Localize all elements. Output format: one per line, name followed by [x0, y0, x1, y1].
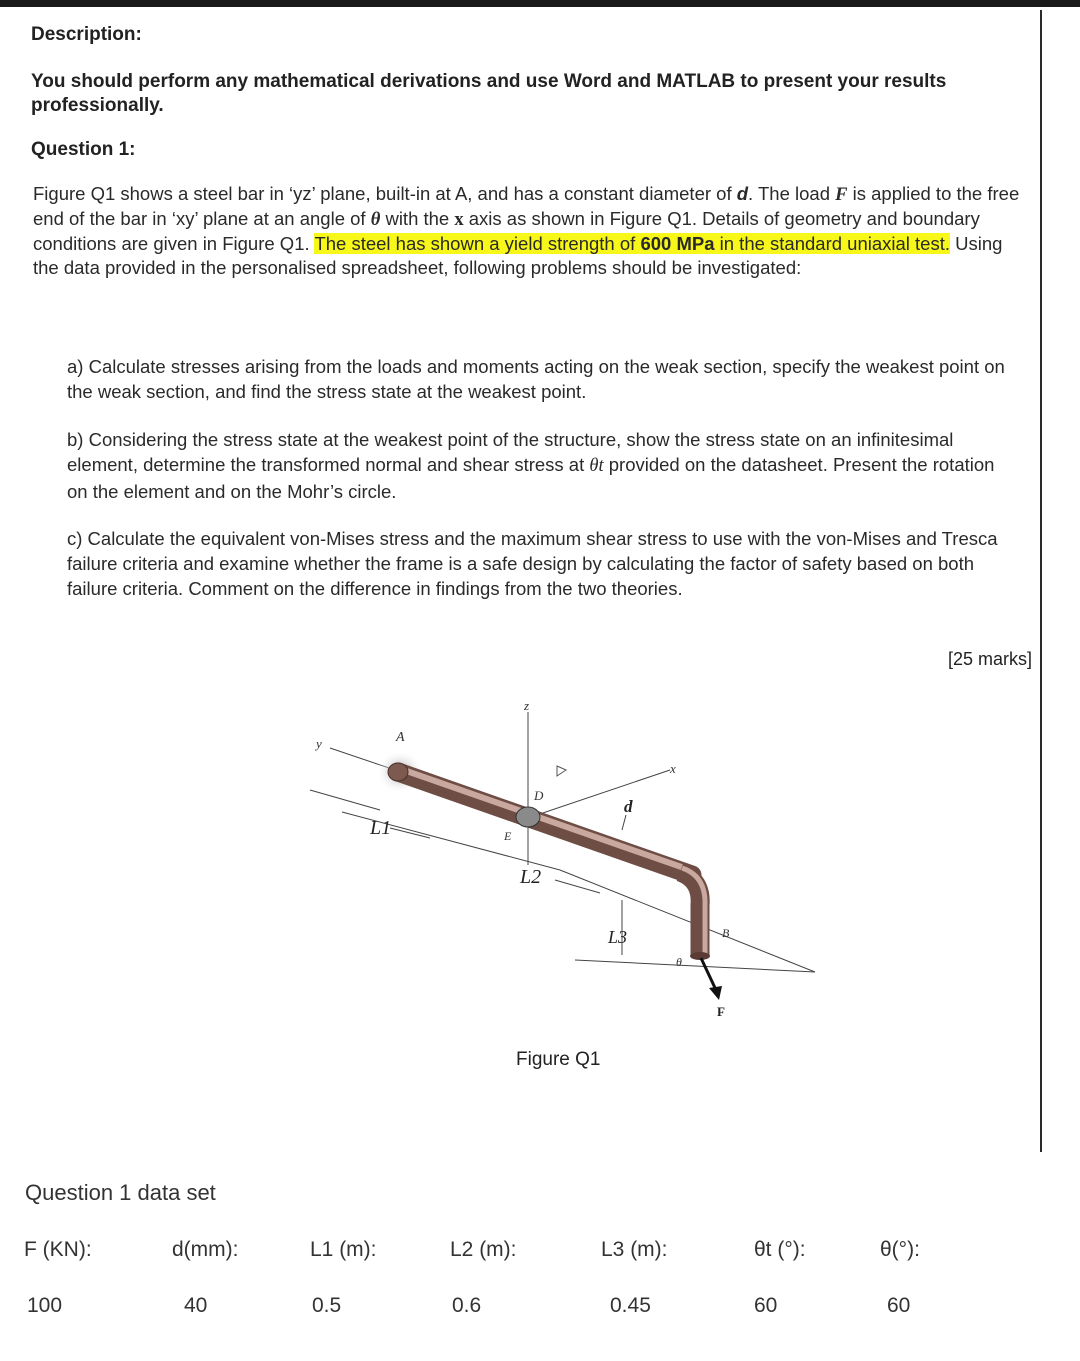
- header-theta: θ(°):: [880, 1238, 920, 1261]
- bar-highlight: [398, 768, 690, 870]
- value-d: 40: [184, 1294, 208, 1317]
- question-b: b) Considering the stress state at the weakest point of the structure, show the stress state on an infinitesimal element, determine the transformed normal and shear stress at θt provided on the datasheet. Present the rotation on the element and on the Mohr’s circle.: [67, 429, 995, 502]
- load-f-arrowhead: [709, 986, 722, 1000]
- label-L2: L2: [520, 866, 542, 888]
- value-f: 100: [27, 1294, 63, 1317]
- x-axis: [528, 770, 670, 818]
- bar-segment: [398, 772, 692, 875]
- value-theta-t: 60: [754, 1294, 778, 1317]
- right-margin-rule: [1040, 10, 1042, 1152]
- question-label: Question 1:: [31, 139, 136, 160]
- load-f-arrow: [701, 958, 716, 990]
- figure-q1: [300, 690, 830, 1030]
- header-f: F (KN):: [24, 1238, 92, 1261]
- label-x: x: [670, 761, 676, 776]
- label-E: E: [504, 829, 512, 843]
- value-l2: 0.6: [452, 1294, 482, 1317]
- label-y: y: [316, 736, 322, 751]
- label-theta: θ: [676, 955, 682, 969]
- label-d: d: [624, 797, 633, 816]
- top-border: [0, 0, 1080, 7]
- header-theta-t: θt (°):: [754, 1238, 806, 1261]
- highlighted-yield-strength: The steel has shown a yield strength of 600 MPa in the standard uniaxial test.: [314, 233, 951, 254]
- label-D: D: [534, 788, 544, 803]
- dataset-title: Question 1 data set: [25, 1180, 216, 1205]
- small-arrow-icon: [557, 766, 566, 776]
- bar-end-a: [388, 763, 408, 781]
- plane-line-b: [575, 960, 815, 972]
- intro-paragraph: Figure Q1 shows a steel bar in ‘yz’ plane, built-in at A, and has a constant diameter of d. The load F is applied to the free end of the bar in ‘xy’ plane at an angle of θ with the x axis as shown in Figure Q1. Details of geometry and boundary conditions are given in Figure Q1. The steel has shown a yield strength of 600 MPa in the standard uniaxial test. Using the data provided in the personalised spreadsheet, following problems should be investigated:: [33, 183, 1020, 278]
- question-a: a) Calculate stresses arising from the loads and moments acting on the weak section, specify the weakest point on the weak section, and find the stress state at the weakest point.: [67, 356, 1005, 402]
- description-label: Description:: [31, 24, 142, 45]
- label-A: A: [396, 730, 405, 745]
- label-z: z: [524, 698, 530, 713]
- figure-caption: Figure Q1: [516, 1049, 601, 1070]
- label-L1: L1: [370, 817, 392, 839]
- plane-line-left: [310, 790, 380, 810]
- label-L3: L3: [608, 927, 628, 947]
- dim-l1: [390, 828, 430, 838]
- bar-bend: [680, 872, 700, 955]
- header-d: d(mm):: [172, 1238, 239, 1261]
- value-l1: 0.5: [312, 1294, 342, 1317]
- label-F: F: [717, 1004, 725, 1019]
- dim-l2: [555, 880, 600, 893]
- value-theta: 60: [887, 1294, 911, 1317]
- header-l3: L3 (m):: [601, 1238, 668, 1261]
- label-B: B: [722, 926, 730, 940]
- dim-d: [622, 815, 626, 830]
- instruction-text: You should perform any mathematical derivations and use Word and MATLAB to present your results professionally.: [31, 71, 947, 116]
- header-l1: L1 (m):: [310, 1238, 377, 1261]
- header-l2: L2 (m):: [450, 1238, 517, 1261]
- marks-label: [25 marks]: [947, 649, 1032, 669]
- question-c: c) Calculate the equivalent von-Mises stress and the maximum shear stress to use with the von-Mises and Tresca failure criteria and examine whether the frame is a safe design by calculating the factor of safety based on both failure criteria. Comment on the difference in findings from the two theories.: [67, 528, 998, 599]
- section-d: [516, 807, 540, 827]
- value-l3: 0.45: [610, 1294, 651, 1317]
